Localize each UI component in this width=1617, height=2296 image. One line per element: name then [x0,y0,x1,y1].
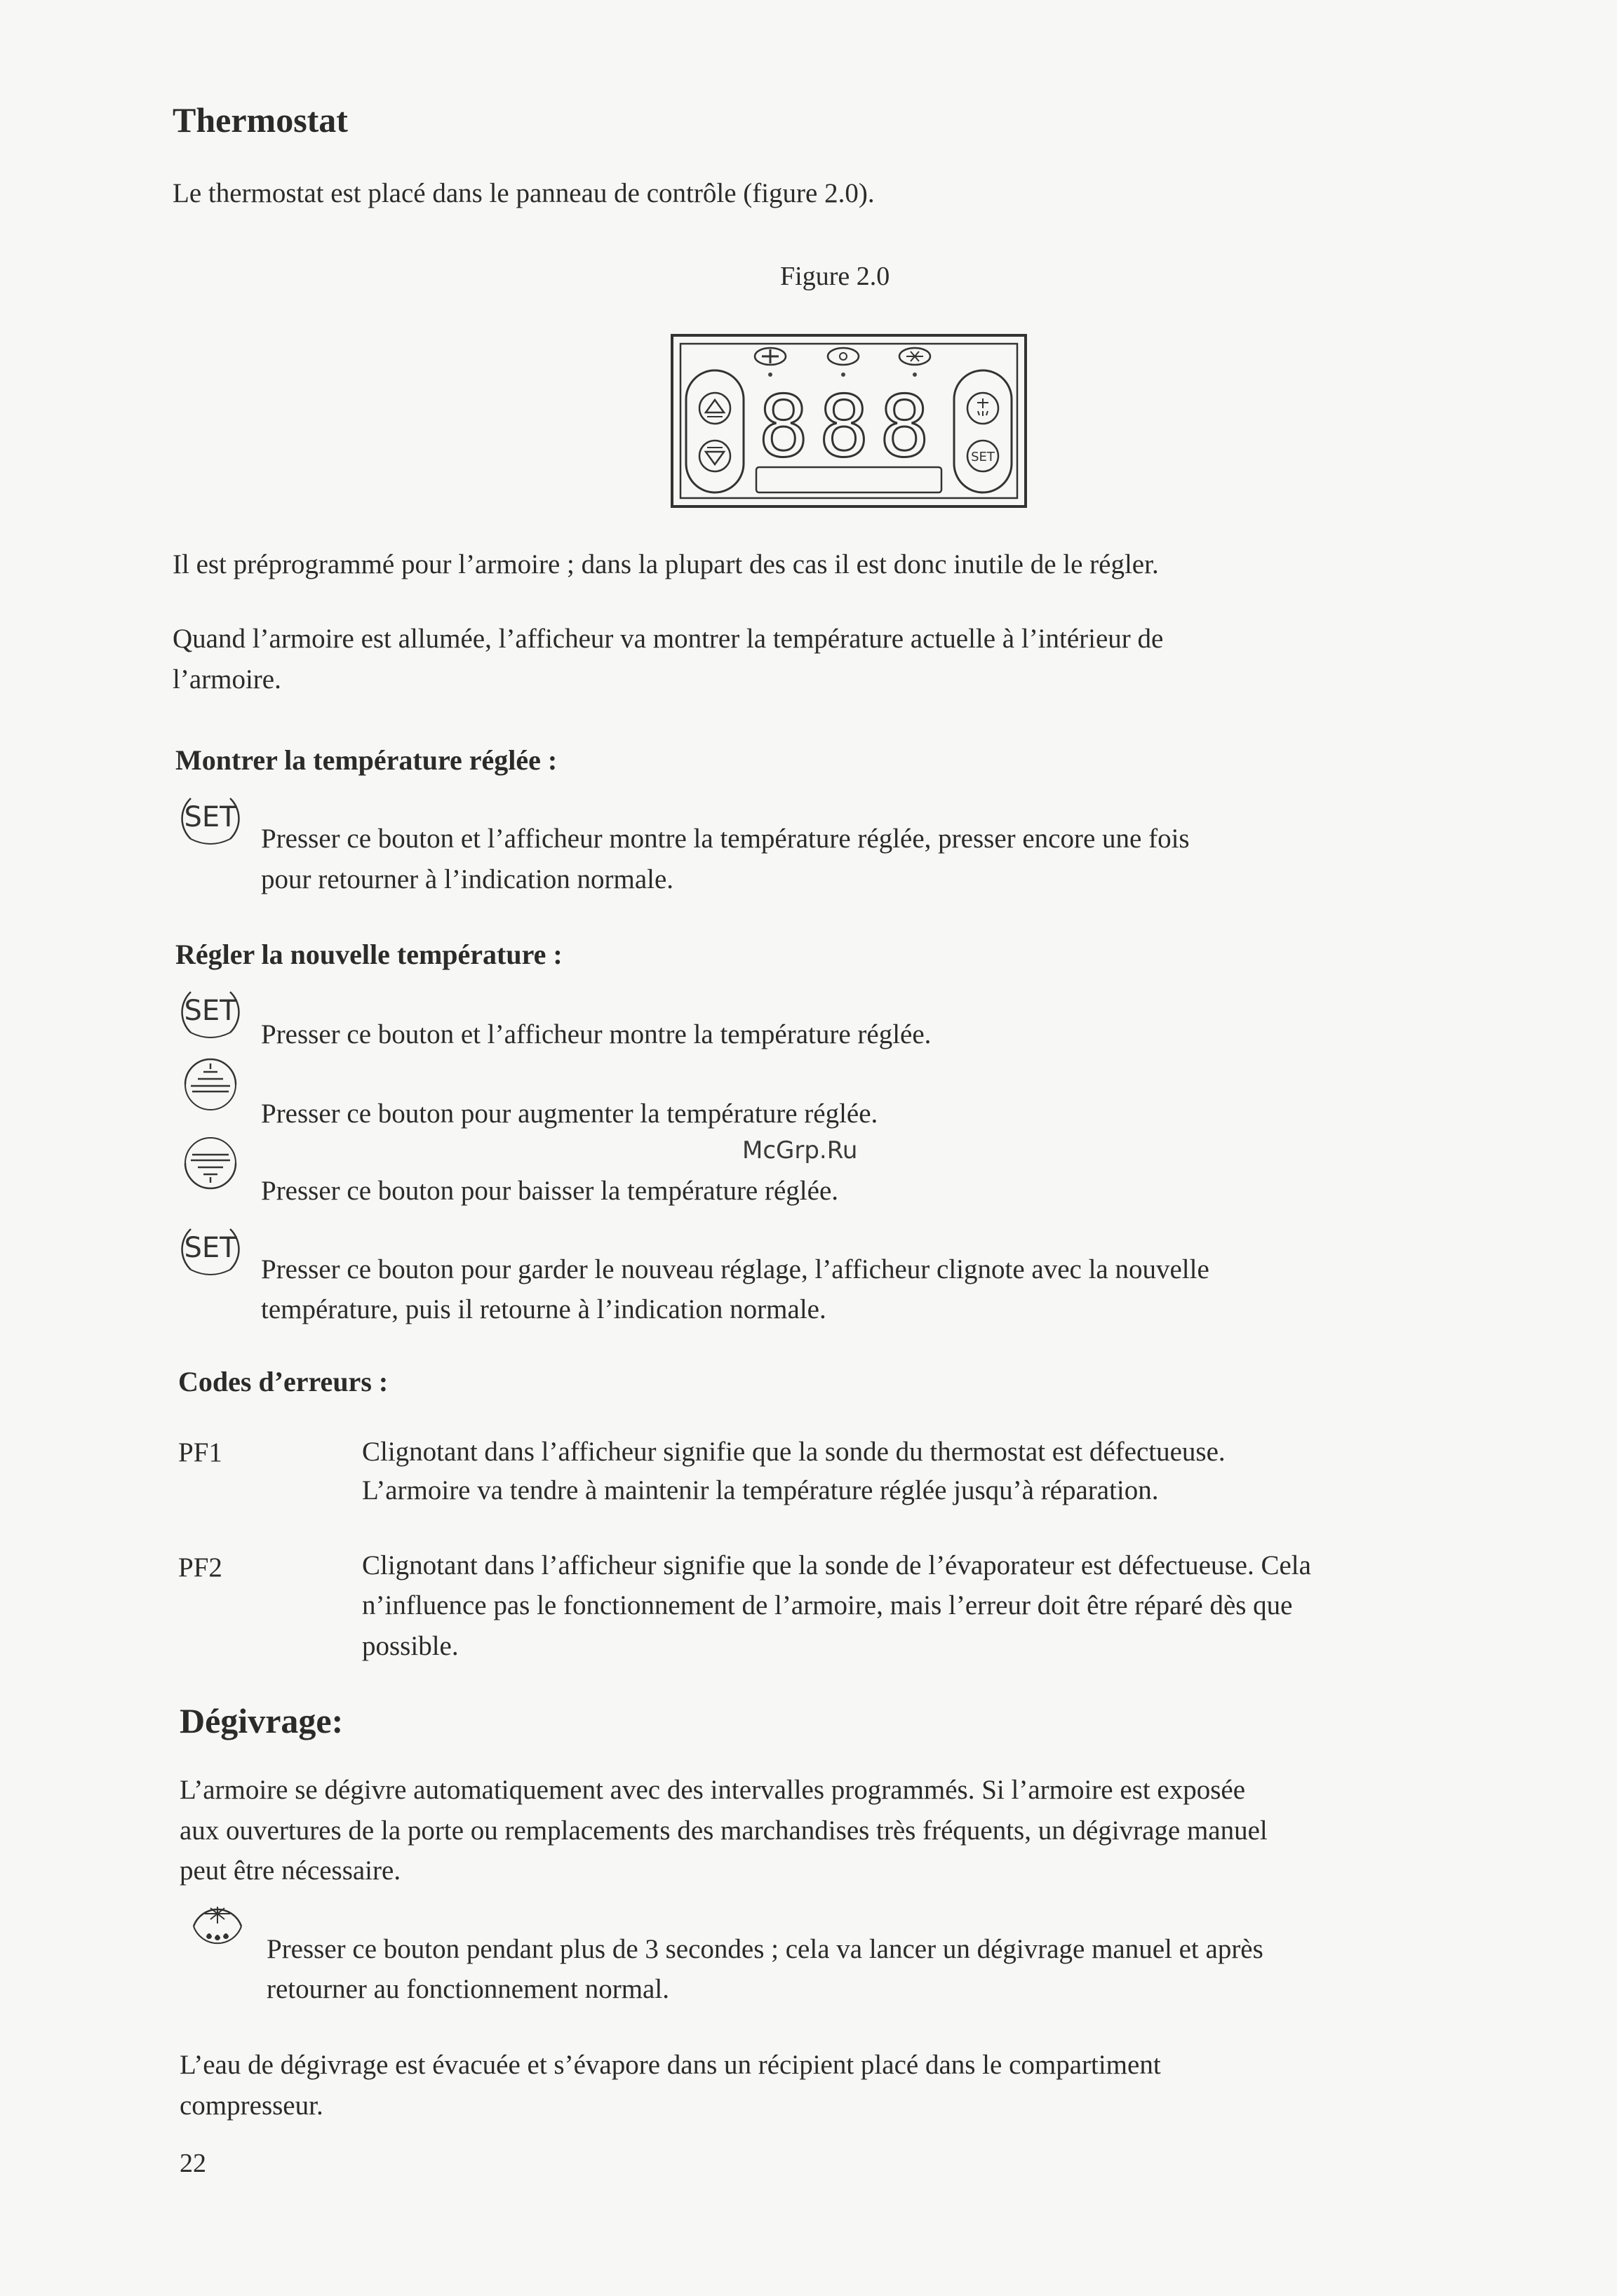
defrost-icon [184,1898,251,1959]
set-step4-line1: Presser ce bouton pour garder le nouveau réglage, l’afficheur clignote avec la nouvelle [261,1254,1209,1284]
set-icon [177,791,244,846]
pf2-line3: possible. [362,1631,459,1661]
set-icon [177,985,244,1040]
set-icon-label: SET [184,801,237,833]
set-step3: Presser ce bouton pour baisser la température réglée. [261,1176,838,1206]
down-arrow-icon [177,1135,244,1191]
down-button-icon [699,441,730,471]
temperature-display: 888 [758,379,940,476]
up-arrow-icon [177,1056,244,1113]
fan-icon [828,348,859,365]
pf1-line1: Clignotant dans l’afficheur signifie que la sonde du thermostat est défectueuse. [362,1437,1226,1467]
water-line2: compresseur. [180,2090,323,2121]
right-button-bezel [954,370,1012,492]
watermark: McGrp.Ru [742,1136,858,1164]
defrost-btn-line1: Presser ce bouton pendant plus de 3 secondes ; cela va lancer un dégivrage manuel et après [267,1934,1263,1964]
page-number: 22 [180,2149,206,2178]
set-icon-label: SET [184,995,237,1027]
up-button-icon [699,393,730,424]
show-temp-heading: Montrer la température réglée : [175,744,558,776]
set-button-icon [967,441,998,471]
figure-caption: Figure 2.0 [780,262,890,291]
left-button-bezel [686,370,744,492]
show-temp-line1: Presser ce bouton et l’afficheur montre la température réglée, presser encore une fois [261,824,1190,854]
pf2-line2: n’influence pas le fonctionnement de l’armoire, mais l’erreur doit être réparé dès que [362,1590,1293,1620]
error-codes-heading: Codes d’erreurs : [178,1366,389,1397]
page-title: Thermostat [173,100,348,140]
defrost-line3: peut être nécessaire. [180,1855,401,1886]
defrost-button-icon [967,393,998,424]
set-button-label: SET [971,450,995,464]
defrost-indicator-icon [899,348,930,365]
defrost-heading: Dégivrage: [180,1701,344,1740]
compressor-icon [755,348,786,365]
defrost-btn-line2: retourner au fonctionnement normal. [267,1974,669,2004]
show-temp-line2: pour retourner à l’indication normale. [261,864,674,894]
para2-line1: Quand l’armoire est allumée, l’afficheur va montrer la température actuelle à l’intérieur de [173,624,1164,654]
set-step4-line2: température, puis il retourne à l’indication normale. [261,1294,826,1324]
para2-line2: l’armoire. [173,664,281,694]
defrost-line2: aux ouvertures de la porte ou remplacements des marchandises très fréquents, un dégivrage manuel [180,1815,1268,1846]
set-step2: Presser ce bouton pour augmenter la température réglée. [261,1099,878,1129]
set-icon-label: SET [184,1232,237,1264]
preprogrammed-text: Il est préprogrammé pour l’armoire ; dans la plupart des cas il est donc inutile de le régler. [173,549,1159,579]
set-icon [177,1222,244,1277]
defrost-line1: L’armoire se dégivre automatiquement avec des intervalles programmés. Si l’armoire est exposée [180,1775,1246,1805]
set-temp-heading: Régler la nouvelle température : [175,939,563,970]
error-code-pf2: PF2 [178,1552,222,1583]
pf1-line2: L’armoire va tendre à maintenir la température réglée jusqu’à réparation. [362,1475,1159,1505]
intro-text: Le thermostat est placé dans le panneau de contrôle (figure 2.0). [173,178,875,208]
error-code-pf1: PF1 [178,1437,222,1468]
pf2-line1: Clignotant dans l’afficheur signifie que la sonde de l’évaporateur est défectueuse. Cela [362,1550,1311,1580]
set-step1: Presser ce bouton et l’afficheur montre la température réglée. [261,1019,932,1049]
water-line1: L’eau de dégivrage est évacuée et s’évapore dans un récipient placé dans le compartiment [180,2050,1161,2080]
thermostat-panel-figure [666,330,1031,512]
